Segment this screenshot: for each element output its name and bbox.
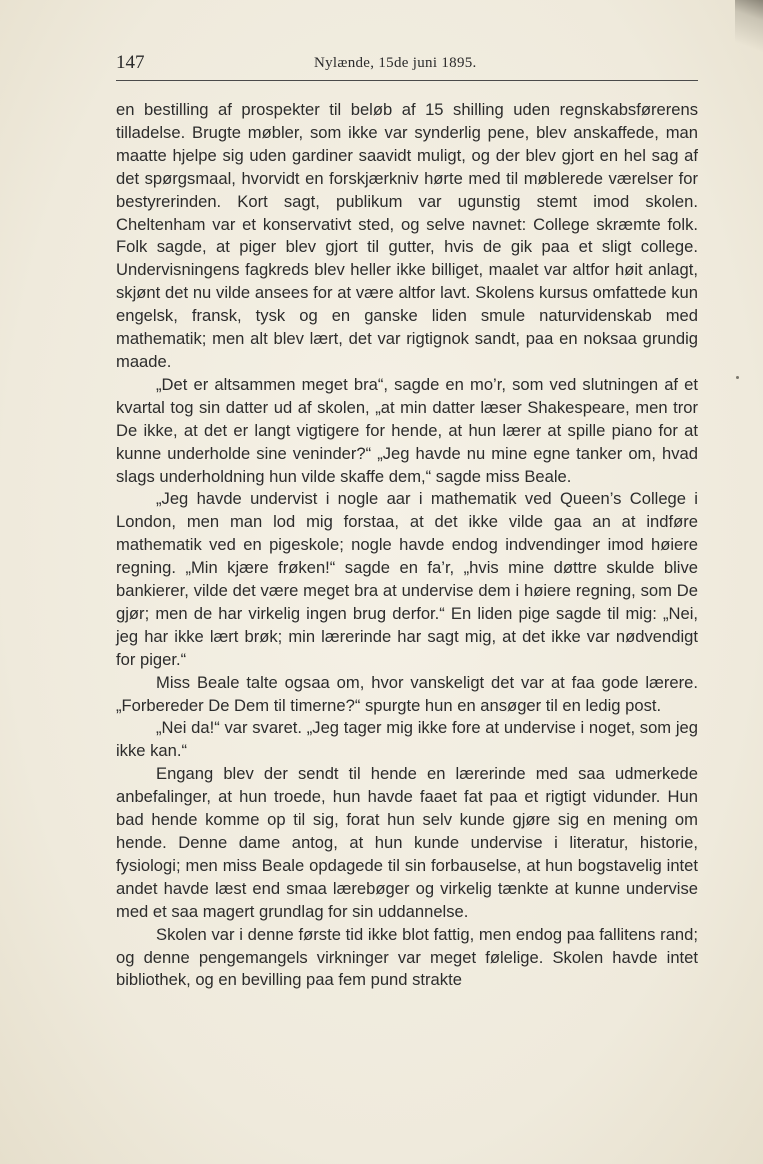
body-text <box>116 99 698 992</box>
paragraph-5: „Nei da!“ var svaret. „Jeg tager mig ikke fore at undervise i noget, som jeg ikke kan.“ <box>116 718 698 761</box>
paragraph-1: en bestilling af prospekter til beløb af 15 shilling uden regnskabsførerens tilladelse. Brugte møbler, som ikke var synderlig pene, blev anskaffede, man maatte hjelpe sig uden gardiner saavidt muligt, og der blev gjort en hel sag af det spørgsmaal, hvorvidt en forskjærkniv hørte med til møblerede værelser for bestyrerinden. Kort sagt, publikum var ugunstig stemt imod skolen. Cheltenham var et konservativt sted, og selve navnet: College skræmte folk. Folk sagde, at piger blev gjort til gutter, hvis de gik paa et sligt college. Undervisningens fagkreds blev heller ikke billiget, maalet var altfor høit anlagt, skjønt det nu vilde ansees for at være altfor lavt. Skolens kursus omfattede kun engelsk, fransk, tysk og en ganske liden smule naturvidenskab med mathematik; men alt blev lært, det var rigtignok sandt, paa en noksaa grundig maade. <box>116 100 698 371</box>
running-head: Nylænde, 15de juni 1895. <box>314 55 477 71</box>
paragraph-7: Skolen var i denne første tid ikke blot fattig, men endog paa fallitens rand; og denne pengemangels virkninger var meget følelige. Skolen havde intet bibliothek, og en bevilling paa fem pund strakte <box>116 924 698 990</box>
page-header <box>116 52 698 78</box>
paragraph-2: „Det er altsammen meget bra“, sagde en mo’r, som ved slutningen af et kvartal tog sin datter ud af skolen, „at min datter læser Shakespeare, men tror De ikke, at det er langt vigtigere for hende, at hun lærer at spille piano for at kunne underholde sine veninder?“ „Jeg havde nu mine egne tanker om, hvad slags underholdning hun vilde skaffe dem,“ sagde miss Beale. <box>116 374 698 486</box>
paragraph-3: „Jeg havde undervist i nogle aar i mathematik ved Queen’s College i London, men man lod mig forstaa, at det ikke vilde gaa an at indføre mathematik ved en pigeskole; nogle havde endog indvendinger imod høiere regning. „Min kjære frøken!“ sagde en fa’r, „hvis mine døttre skulde blive bankierer, vilde det være meget bra at undervise dem i høiere regning, som De gjør; men de har virkelig ingen brug derfor.“ En liden pige sagde til mig: „Nei, jeg har ikke lært brøk; min lærerinde har sagt mig, at det ikke var nødvendigt for piger.“ <box>116 489 698 669</box>
paragraph-6: Engang blev der sendt til hende en lærerinde med saa udmerkede anbefalinger, at hun troede, hun havde faaet fat paa et rigtigt vidunder. Hun bad hende komme op til sig, forat hun selv kunde gjøre sig en mening om hende. Denne dame antog, at hun kunde undervise i literatur, historie, fysiologi; men miss Beale opdagede til sin forbauselse, at hun bogstavelig intet andet havde læst end smaa lærebøger og virkelig tænkte at kunne undervise med et saa magert grundlag for sin uddannelse. <box>116 764 698 921</box>
paragraph-4: Miss Beale talte ogsaa om, hvor vanskeligt det var at faa gode lærere. „Forbereder De Dem til timerne?“ spurgte hun en ansøger til en ledig post. <box>116 672 698 715</box>
header-rule <box>116 80 698 81</box>
page-number: 147 <box>116 52 145 73</box>
paper-speck <box>736 376 739 379</box>
page-corner-shadow <box>735 0 763 60</box>
